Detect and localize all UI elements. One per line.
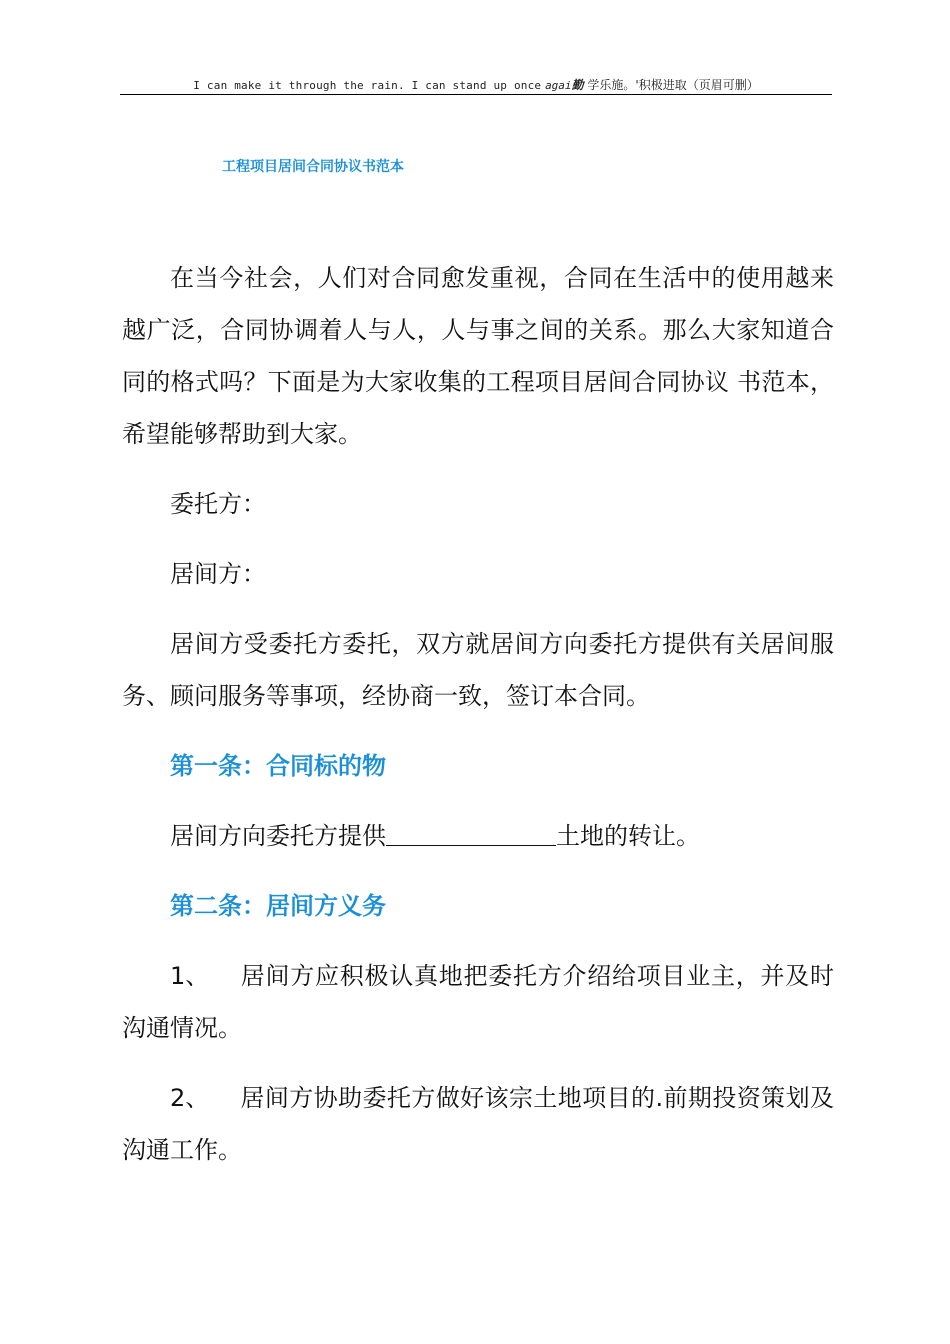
item-number: 2、 xyxy=(170,1084,210,1112)
header-chinese-text: 学乐施。'积极进取（页眉可删） xyxy=(583,78,759,92)
intro-paragraph: 在当今社会，人们对合同愈发重视，合同在生活中的使用越来越广泛，合同协调着人与人，人与事之间的关系。那么大家知道合同的格式吗？下面是为大家收集的工程项目居间合同协议 书范本，希望能够帮助到大家。 xyxy=(122,264,834,448)
item-number: 1、 xyxy=(170,962,210,990)
article2-item-2 xyxy=(122,1072,834,1176)
party-a-label: 委托方： xyxy=(170,490,266,518)
document-title: 工程项目居间合同协议书范本 xyxy=(222,159,404,175)
article1-text-after: 土地的转让。 xyxy=(556,822,700,850)
item-text: 居间方协助委托方做好该宗土地项目的.前期投资策划及 沟通工作。 xyxy=(122,1084,834,1164)
document-body xyxy=(122,252,834,1176)
header-bold-text: 勤 xyxy=(571,78,584,92)
header-english-text: I can make it through the rain. I can stand up once xyxy=(193,79,542,92)
page-header xyxy=(120,76,832,95)
article2-item-1 xyxy=(122,950,834,1054)
article2-heading: 第二条：居间方义务 xyxy=(170,892,386,920)
article1-text xyxy=(122,810,834,862)
fill-in-blank xyxy=(386,817,556,846)
article1-text-before: 居间方向委托方提供 xyxy=(170,822,386,850)
article1-heading: 第一条：合同标的物 xyxy=(170,752,386,780)
party-b-label: 居间方： xyxy=(170,560,266,588)
item-text: 居间方应积极认真地把委托方介绍给项目业主，并及时 沟通情况。 xyxy=(122,962,834,1042)
header-italic-text: agai xyxy=(545,79,572,92)
preamble-paragraph: 居间方受委托方委托，双方就居间方向委托方提供有关居间服务、顾问服务等事项，经协商一致，签订本合同。 xyxy=(122,630,834,710)
